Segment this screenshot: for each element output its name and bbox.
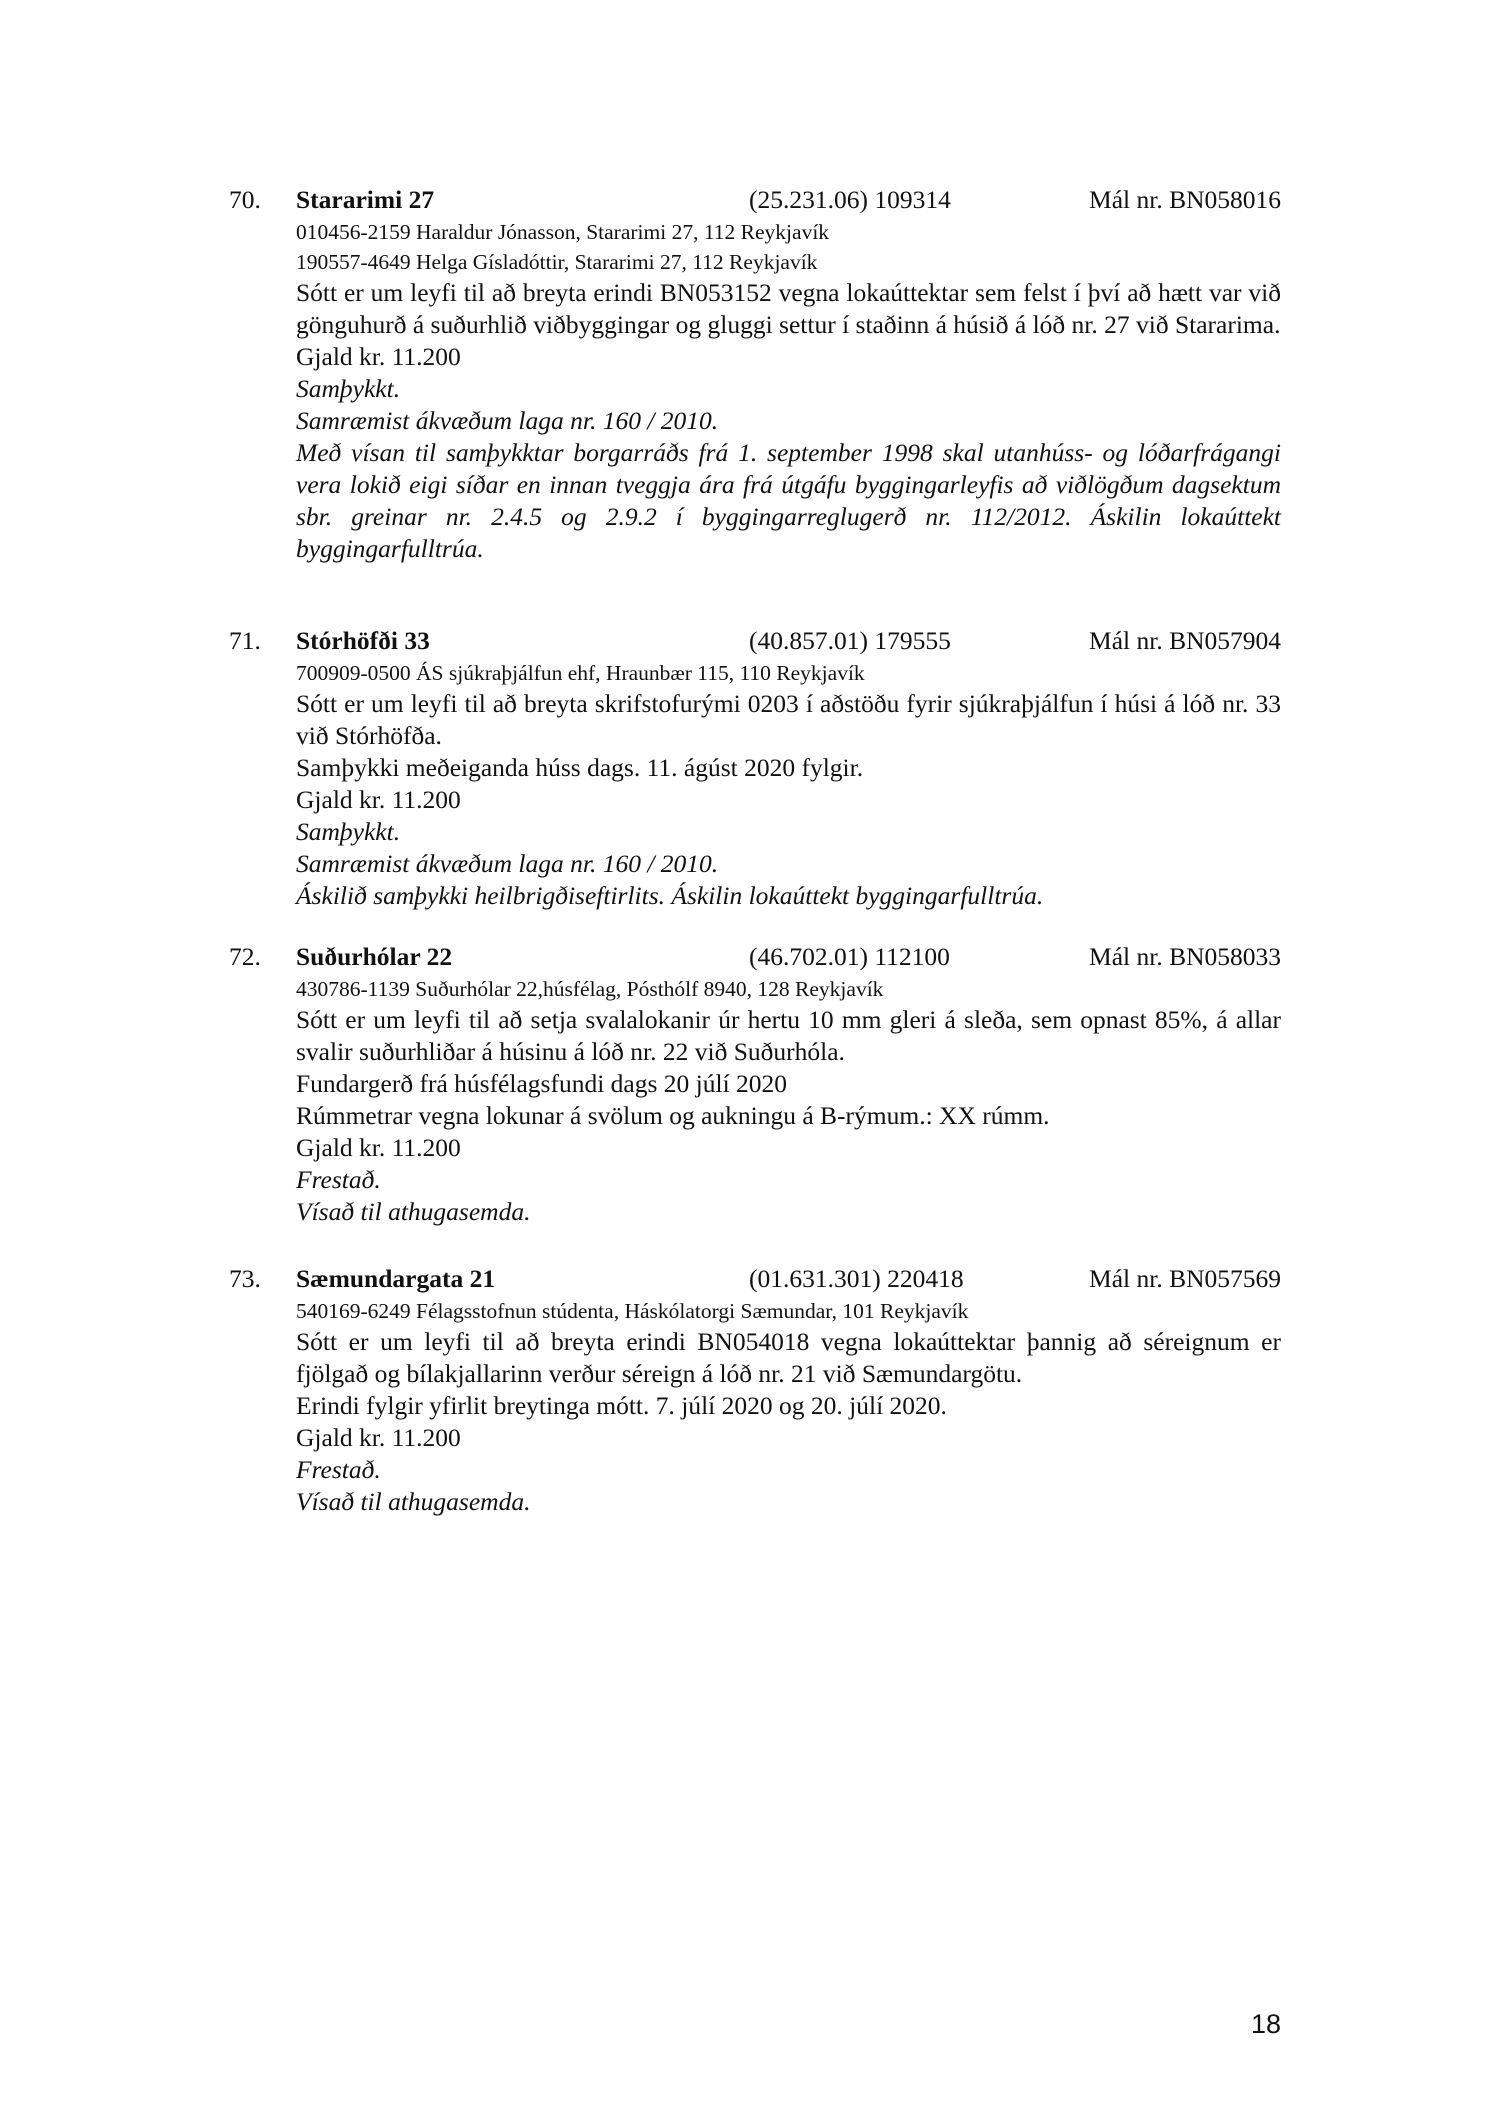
applicant-line: 190557-4649 Helga Gísladóttir, Stararimi 27, 112 Reykjavík [296, 250, 818, 274]
entry-header [229, 183, 1281, 217]
entry-lot-id: (46.702.01) 112100 [749, 942, 950, 971]
entry-number: 73. [229, 1264, 261, 1293]
entry-description: Sótt er um leyfi til að setja svalalokanir úr hertu 10 mm gleri á sleða, sem opnast 85%, á allar svalir suðurhliðar á húsinu á lóð nr. 22 við Suðurhóla. [296, 1005, 1281, 1066]
entry-extra: Erindi fylgir yfirlit breytinga mótt. 7. júlí 2020 og 20. júlí 2020. [296, 1391, 947, 1420]
entry-case-number: Mál nr. BN058033 [1089, 942, 1281, 971]
entry-extra: Samþykki meðeiganda húss dags. 11. ágúst 2020 fylgir. [296, 753, 864, 782]
entry-header [229, 1262, 1281, 1296]
entry-fee: Gjald kr. 11.200 [296, 785, 461, 814]
applicant-line: 540169-6249 Félagsstofnun stúdenta, Háskólatorgi Sæmundar, 101 Reykjavík [296, 1299, 969, 1323]
entry-decision: Vísað til athugasemda. [296, 1487, 531, 1516]
entry-body [296, 658, 1281, 912]
entry-address: Suðurhólar 22 [296, 942, 453, 971]
entry-address: Sæmundargata 21 [296, 1264, 496, 1293]
entry-decision: Samþykkt. [296, 817, 401, 846]
entry-description: Sótt er um leyfi til að breyta skrifstofurými 0203 í aðstöðu fyrir sjúkraþjálfun í húsi á lóð nr. 33 við Stórhöfða. [296, 689, 1281, 750]
entry-number: 72. [229, 942, 261, 971]
entry-decision: Samræmist ákvæðum laga nr. 160 / 2010. [296, 406, 719, 435]
entry-decision: Frestað. [296, 1455, 381, 1484]
entry-extra: Fundargerð frá húsfélagsfundi dags 20 júlí 2020 [296, 1069, 788, 1098]
entry-header [229, 940, 1281, 974]
entry-decision: Samþykkt. [296, 374, 401, 403]
entry-fee: Gjald kr. 11.200 [296, 1133, 461, 1162]
entry-note: Með vísan til samþykktar borgarráðs frá 1. september 1998 skal utanhúss- og lóðarfrágangi vera lokið eigi síðar en innan tveggja ára frá útgáfu byggingarleyfis að viðlögðum dagsektum sbr. greinar nr. 2.4.5 og 2.9.2 í byggingarreglugerð nr. 112/2012. Áskilin lokaúttekt byggingarfulltrúa. [296, 438, 1281, 563]
case-entry-70 [229, 183, 1281, 565]
entry-description: Sótt er um leyfi til að breyta erindi BN053152 vegna lokaúttektar sem felst í því að hætt var við gönguhurð á suðurhlið viðbyggingar og gluggi settur í staðinn á húsið á lóð nr. 27 við Stararima. [296, 278, 1281, 339]
entry-body [296, 217, 1281, 565]
entry-lot-id: (01.631.301) 220418 [749, 1264, 964, 1293]
entry-address: Stórhöfði 33 [296, 626, 430, 655]
entry-decision: Frestað. [296, 1165, 381, 1194]
applicant-line: 430786-1139 Suðurhólar 22,húsfélag, Pósthólf 8940, 128 Reykjavík [296, 977, 884, 1001]
entry-case-number: Mál nr. BN057904 [1089, 626, 1281, 655]
entry-case-number: Mál nr. BN058016 [1089, 185, 1281, 214]
entry-fee: Gjald kr. 11.200 [296, 342, 461, 371]
entry-header [229, 624, 1281, 658]
applicant-line: 700909-0500 ÁS sjúkraþjálfun ehf, Hraunbær 115, 110 Reykjavík [296, 661, 865, 685]
case-entry-73 [229, 1262, 1281, 1518]
entry-number: 71. [229, 626, 261, 655]
entry-description: Sótt er um leyfi til að breyta erindi BN054018 vegna lokaúttektar þannig að séreignum er fjölgað og bílakjallarinn verður séreign á lóð nr. 21 við Sæmundargötu. [296, 1327, 1281, 1388]
case-entry-72 [229, 940, 1281, 1228]
entry-lot-id: (40.857.01) 179555 [749, 626, 951, 655]
entry-extra: Rúmmetrar vegna lokunar á svölum og aukningu á B-rýmum.: XX rúmm. [296, 1101, 1050, 1130]
entry-decision: Samræmist ákvæðum laga nr. 160 / 2010. [296, 849, 719, 878]
entry-fee: Gjald kr. 11.200 [296, 1423, 461, 1452]
entry-address: Stararimi 27 [296, 185, 435, 214]
entry-decision: Áskilið samþykki heilbrigðiseftirlits. Áskilin lokaúttekt byggingarfulltrúa. [296, 881, 1044, 910]
entry-case-number: Mál nr. BN057569 [1089, 1264, 1281, 1293]
entry-number: 70. [229, 185, 261, 214]
entry-lot-id: (25.231.06) 109314 [749, 185, 951, 214]
applicant-line: 010456-2159 Haraldur Jónasson, Stararimi 27, 112 Reykjavík [296, 220, 830, 244]
page-number: 18 [1250, 2009, 1281, 2039]
entry-decision: Vísað til athugasemda. [296, 1197, 531, 1226]
entry-body [296, 1296, 1281, 1518]
entry-body [296, 974, 1281, 1228]
case-entry-71 [229, 624, 1281, 912]
